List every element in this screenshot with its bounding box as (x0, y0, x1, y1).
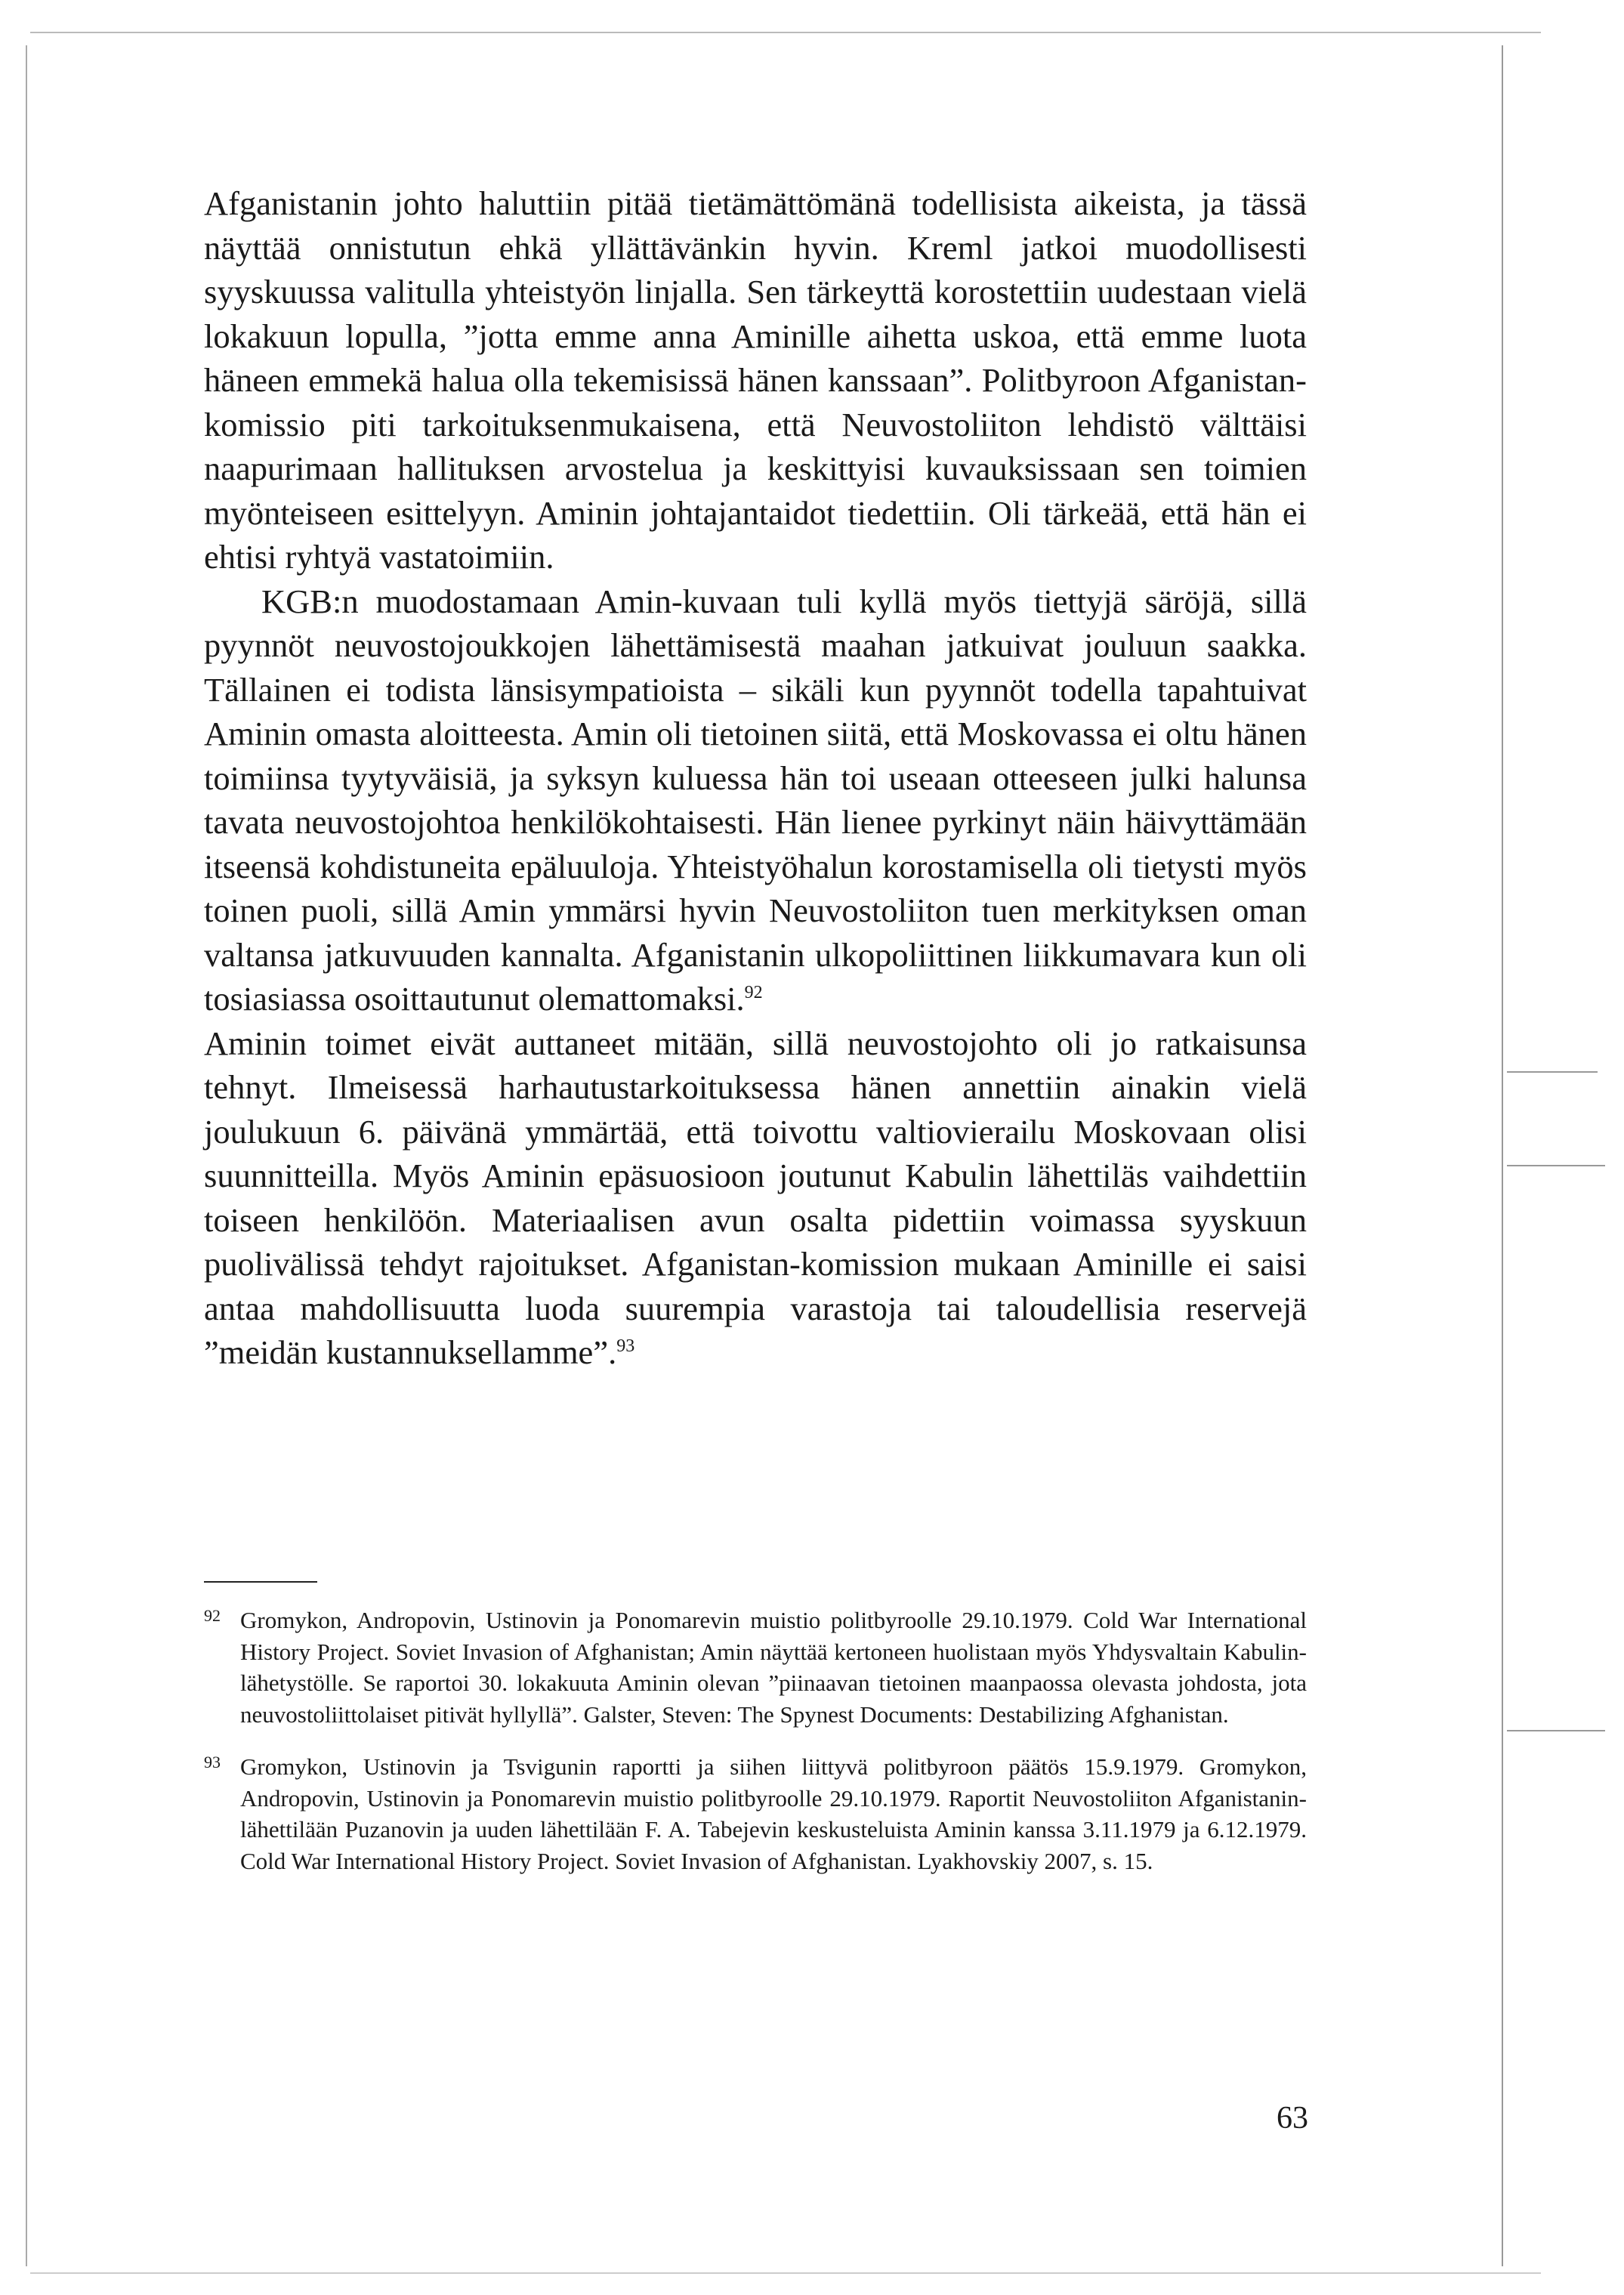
scan-edge-bottom (30, 2272, 1541, 2274)
footnote-number: 92 (204, 1606, 221, 1625)
body-text (204, 181, 1307, 1375)
paragraph-3: Aminin toimet eivät auttaneet mitään, sillä neuvostojohto oli jo ratkaisunsa tehnyt. Ilmeisessä harhautustarkoituksessa hänen annettiin ainakin vielä joulukuun 6. päivänä ymmärtää, että toivottu valtiovierailu Moskovaan olisi suunnitteilla. Myös Aminin epäsuosioon joutunut Kabulin lähettiläs vaihdettiin toiseen henkilöön. Materiaalisen avun osalta pidettiin voimassa syyskuun puolivälissä tehdyt rajoitukset. Afganistan-komission mukaan Aminille ei saisi antaa mahdollisuutta luoda suurempia varastoja tai taloudellisia reservejä ”meidän kustannuksellamme”.$^{93}$ (204, 1024, 1307, 1371)
footnote-divider (204, 1581, 317, 1583)
footnote-92 (204, 1605, 1307, 1730)
paragraph-1: Afganistanin johto haluttiin pitää tietämättömänä todellisista aikeista, ja tässä näyttää onnistutun ehkä yllättävänkin hyvin. Kreml jatkoi muodollisesti syyskuussa valitulla yhteistyön linjalla. Sen tärkeyttä korostettiin uudestaan vielä lokakuun lopulla, ”jotta emme anna Aminille aihetta uskoa, että emme luota häneen emmekä halua olla tekemisissä hänen kanssaan”. Politbyroon Afganistan-komissio piti tarkoituksenmukaisena, että Neuvostoliiton lehdistö välttäisi naapurimaan hallituksen arvostelua ja keskittyisi kuvauksissaan sen toimien myönteiseen esittelyyn. Aminin johtajantaidot tiedettiin. Oli tärkeää, että hän ei ehtisi ryhtyä vastatoimiin. (204, 184, 1307, 576)
scan-mark-right-2 (1507, 1165, 1605, 1166)
footnotes (204, 1605, 1307, 1898)
footnote-ref-92[interactable]: 92 (744, 983, 763, 1003)
footnote-text: Gromykon, Andropovin, Ustinovin ja Ponomarevin muistio politbyroolle 29.10.1979. Cold War International History Project. Soviet Invasion of Afghanistan; Amin näyttää kertoneen huolistaan myös Yhdysvaltain Kabulin-lähetystölle. Se raportoi 30. lokakuuta Aminin olevan ”piinaavan tietoinen maanpaossa olevasta johdosta, jota neuvostoliittolaiset pitivät hyllyllä”. Galster, Steven: The Spynest Documents: Destabilizing Afghanistan. (240, 1607, 1307, 1728)
scan-edge-right (1502, 45, 1503, 2266)
scan-edge-left (26, 45, 27, 2266)
footnote-93 (204, 1751, 1307, 1876)
footnote-ref-93[interactable]: 93 (616, 1336, 635, 1357)
scan-mark-right-3 (1507, 1730, 1605, 1731)
scan-edge-top (30, 32, 1541, 33)
page-number: 63 (1277, 2101, 1308, 2136)
footnote-number: 93 (204, 1753, 221, 1771)
paragraph-2: KGB:n muodostamaan Amin-kuvaan tuli kyllä myös tiettyjä säröjä, sillä pyynnöt neuvostojoukkojen lähettämisestä maahan jatkuivat jouluun saakka. Tällainen ei todista länsisympatioista – sikäli kun pyynnöt todella tapahtuivat Aminin omasta aloitteesta. Amin oli tietoinen siitä, että Moskovassa ei oltu hänen toimiinsa tyytyväisiä, ja syksyn kuluessa hän toi useaan otteeseen julki halunsa tavata neuvostojohtoa henkilökohtaisesti. Hän lienee pyrkinyt näin häivyttämään itseensä kohdistuneita epäluuloja. Yhteistyöhalun korostamisella oli tietysti myös toinen puoli, sillä Amin ymmärsi hyvin Neuvostoliiton tuen merkityksen oman valtansa jatkuvuuden kannalta. Afganistanin ulkopoliittinen liikkumavara kun oli tosiasiassa osoittautunut olemattomaksi.$^{92}$ (204, 582, 1307, 1018)
scan-mark-right-1 (1507, 1071, 1598, 1073)
footnote-text: Gromykon, Ustinovin ja Tsvigunin raportti ja siihen liittyvä politbyroon päätös 15.9.1979. Gromykon, Andropovin, Ustinovin ja Ponomarevin muistio politbyroolle 29.10.1979. Raportit Neuvostoliiton Afganistanin-lähettilään Puzanovin ja uuden lähettilään F. A. Tabejevin keskusteluista Aminin kanssa 3.11.1979 ja 6.12.1979. Cold War International History Project. Soviet Invasion of Afghanistan. Lyakhovskiy 2007, s. 15. (240, 1753, 1307, 1874)
